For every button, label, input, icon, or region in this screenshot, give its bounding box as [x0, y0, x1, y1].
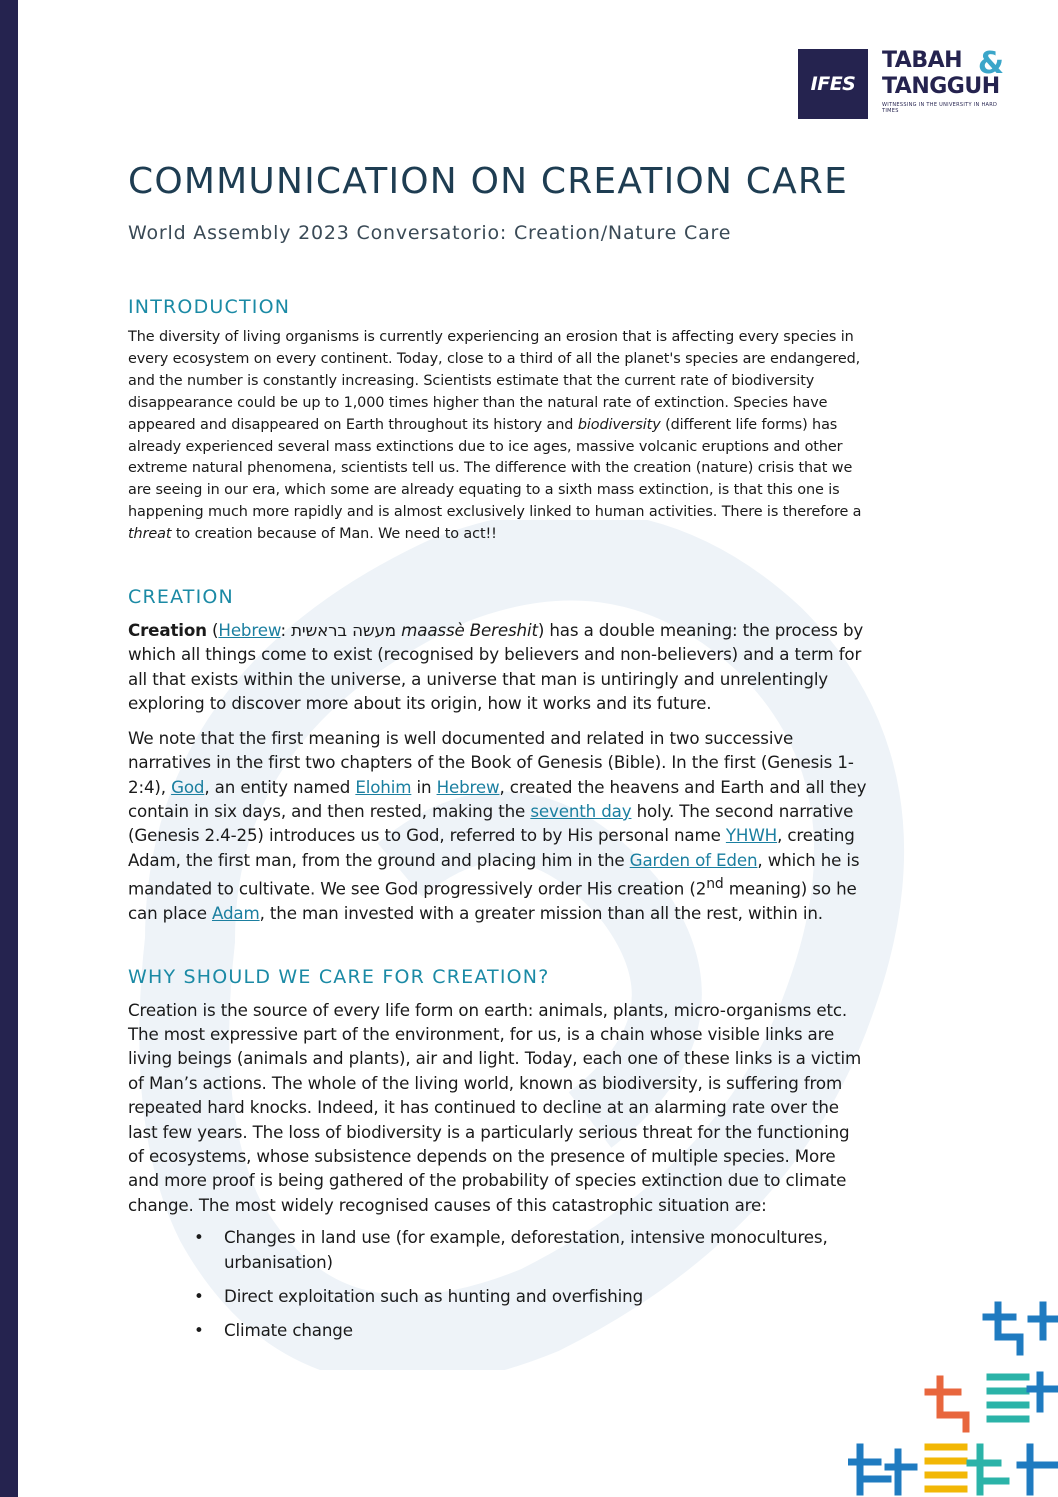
list-item: • Climate change — [224, 1318, 868, 1342]
page-subtitle: World Assembly 2023 Conversatorio: Creation/Nature Care — [128, 222, 732, 244]
intro-paragraph: The diversity of living organisms is currently experiencing an erosion that is affecting every species in every ecosystem on every continent. Today, close to a third of all the planet's species are endangered, and the number is constantly increasing. Scientists estimate that the current rate of biodiversity disappearance could be up to 1,000 times higher than the natural rate of extinction. Species have appeared and disappeared on Earth throughout its history and biodiversity (different life forms) has already experienced several mass extinctions due to ice ages, massive volcanic eruptions and other extreme natural phenomena, scientists tell us. The difference with the creation (nature) crisis that we are seeing in our era, which some are already equating to a sixth mass extinction, is that this one is happening much more rapidly and is almost exclusively linked to human activities. There is therefore a threat to creation because of Man. We need to act!! — [128, 329, 862, 543]
link-garden-of-eden[interactable]: Garden of Eden — [629, 849, 758, 870]
tabah-tangguh-logo: TABAH TANGGUH & WITNESSING IN THE UNIVERSITY IN HARD TIMES — [882, 46, 1004, 114]
why-paragraph: Creation is the source of every life form on earth: animals, plants, micro-organisms etc. The most expressive part of the environment, for us, is a chain whose visible links are living beings (animals and plants), air and light. Today, each one of these links is a victim of Man’s actions. The whole of the living world, known as biodiversity, is suffering from repeated hard knocks. Indeed, it has continued to decline at an alarming rate over the last few years. The loss of biodiversity is a particularly serious threat for the functioning of ecosystems, whose subsistence depends on the presence of multiple species. More and more proof is being gathered of the probability of species extinction due to climate change. The most widely recognised causes of this catastrophic situation are: — [128, 999, 862, 1215]
ampersand-icon: & — [977, 46, 1004, 81]
document-body — [128, 158, 868, 1353]
section-heading-introduction: INTRODUCTION — [128, 296, 291, 318]
link-elohim[interactable]: Elohim — [355, 776, 412, 797]
creation-paragraph-2: We note that the first meaning is well documented and related in two successive narratives in the first two chapters of the Book of Genesis (Bible). In the first (Genesis 1-2:4), God, an entity named Elohim in Hebrew, created the heavens and Earth and all they contain in six days, and then rested, making the seventh day holy. The second narrative (Genesis 2.4-25) introduces us to God, referred to by His personal name YHWH, creating Adam, the first man, from the ground and placing him in the Garden of Eden, which he is mandated to cultivate. We see God progressively order His creation (2nd meaning) so he can place Adam, the man invested with a greater mission than all the rest, within in. — [128, 727, 867, 924]
page-title: COMMUNICATION ON CREATION CARE — [128, 161, 849, 202]
link-adam[interactable]: Adam — [211, 903, 260, 924]
link-yhwh[interactable]: YHWH — [725, 825, 778, 846]
left-accent-bar — [0, 0, 18, 1497]
causes-list — [128, 1225, 868, 1343]
section-heading-why-care: WHY SHOULD WE CARE FOR CREATION? — [128, 965, 550, 988]
link-seventh-day[interactable]: seventh day — [530, 800, 632, 821]
section-heading-creation: CREATION — [128, 586, 234, 609]
decorative-pattern — [848, 1297, 1058, 1497]
link-hebrew-2[interactable]: Hebrew — [436, 776, 500, 797]
ifes-logo: IFES — [798, 49, 868, 119]
creation-paragraph-1: Creation (Hebrew: מעשה בראשית maassè Bereshit) has a double meaning: the process by which all things come to exist (recognised by believers and non-believers) and a term for all that exists within the universe, a universe that man is untiringly and unrelentingly exploring to discover more about its origin, how it works and its future. — [128, 620, 864, 714]
list-item: • Changes in land use (for example, deforestation, intensive monocultures, urbanisation) — [224, 1225, 868, 1274]
link-god[interactable]: God — [171, 776, 205, 797]
link-hebrew[interactable]: Hebrew — [218, 620, 281, 641]
header-logos — [798, 46, 1004, 120]
list-item: • Direct exploitation such as hunting and overfishing — [224, 1284, 868, 1308]
